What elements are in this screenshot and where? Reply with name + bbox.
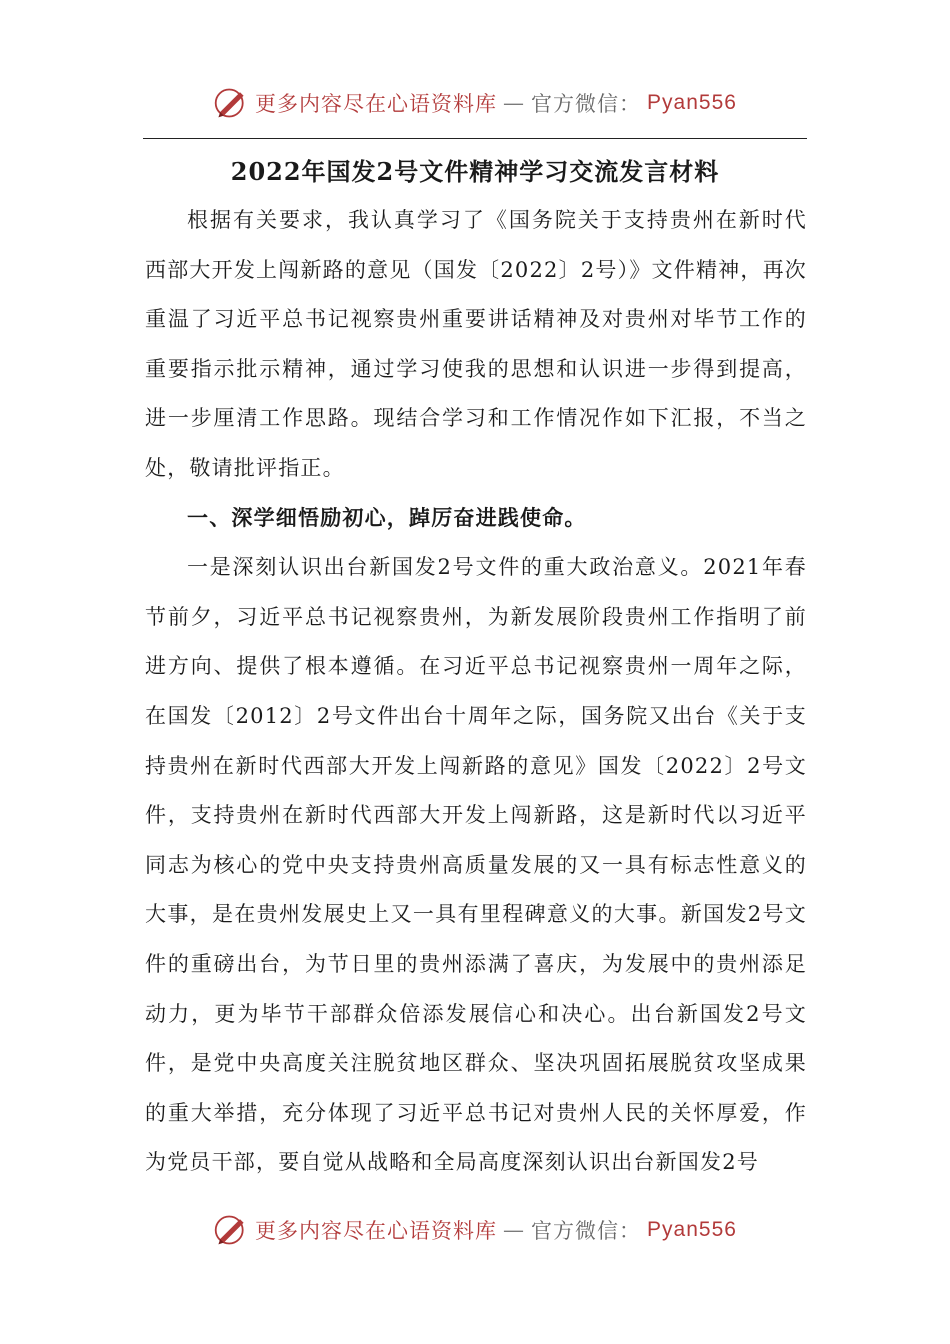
footer-banner — [0, 1205, 950, 1255]
banner-separator: — — [503, 1218, 526, 1242]
banner-text: 更多内容尽在心语资料库 — [255, 92, 498, 116]
banner-wechat-id: Pyan556 — [647, 1218, 737, 1241]
pen-logo-icon — [213, 1212, 249, 1248]
pen-logo-icon — [213, 85, 249, 121]
paragraph-intro: 根据有关要求，我认真学习了《国务院关于支持贵州在新时代西部大开发上闯新路的意见（国发〔2022〕2号）》文件精神，再次重温了习近平总书记视察贵州重要讲话精神及对贵州对毕节工作的重要指示批示精神，通过学习使我的思想和认识进一步得到提高，进一步厘清工作思路。现结合学习和工作情况作如下汇报，不当之处，敬请批评指正。 — [145, 208, 807, 480]
watermark-banner — [213, 1212, 737, 1248]
document-body — [145, 196, 807, 1188]
banner-wechat-id: Pyan556 — [647, 91, 737, 114]
watermark-banner — [213, 85, 737, 121]
banner-wechat-label: 官方微信： — [531, 92, 642, 116]
document-title: 2022年国发2号文件精神学习交流发言材料 — [230, 157, 720, 186]
banner-text: 更多内容尽在心语资料库 — [255, 1219, 498, 1243]
banner-wechat-label: 官方微信： — [531, 1219, 642, 1243]
banner-separator: — — [503, 91, 526, 115]
header-divider — [143, 138, 807, 139]
paragraph-point-one: 一是深刻认识出台新国发2号文件的重大政治意义。2021年春节前夕，习近平总书记视察贵州，为新发展阶段贵州工作指明了前进方向、提供了根本遵循。在习近平总书记视察贵州一周年之际，在国发〔2012〕2号文件出台十周年之际，国务院又出台《关于支持贵州在新时代西部大开发上闯新路的意见》国发〔2022〕2号文件，支持贵州在新时代西部大开发上闯新路，这是新时代以习近平同志为核心的党中央支持贵州高质量发展的又一具有标志性意义的大事，是在贵州发展史上又一具有里程碑意义的大事。新国发2号文件的重磅出台，为节日里的贵州添满了喜庆，为发展中的贵州添足动力，更为毕节干部群众倍添发展信心和决心。出台新国发2号文件，是党中央高度关注脱贫地区群众、坚决巩固拓展脱贫攻坚成果的重大举措，充分体现了习近平总书记对贵州人民的关怀厚爱，作为党员干部，要自觉从战略和全局高度深刻认识出台新国发2号 — [145, 555, 807, 1175]
header-banner — [0, 78, 950, 128]
section-heading: 一、深学细悟励初心，踔厉奋进践使命。 — [187, 505, 587, 530]
